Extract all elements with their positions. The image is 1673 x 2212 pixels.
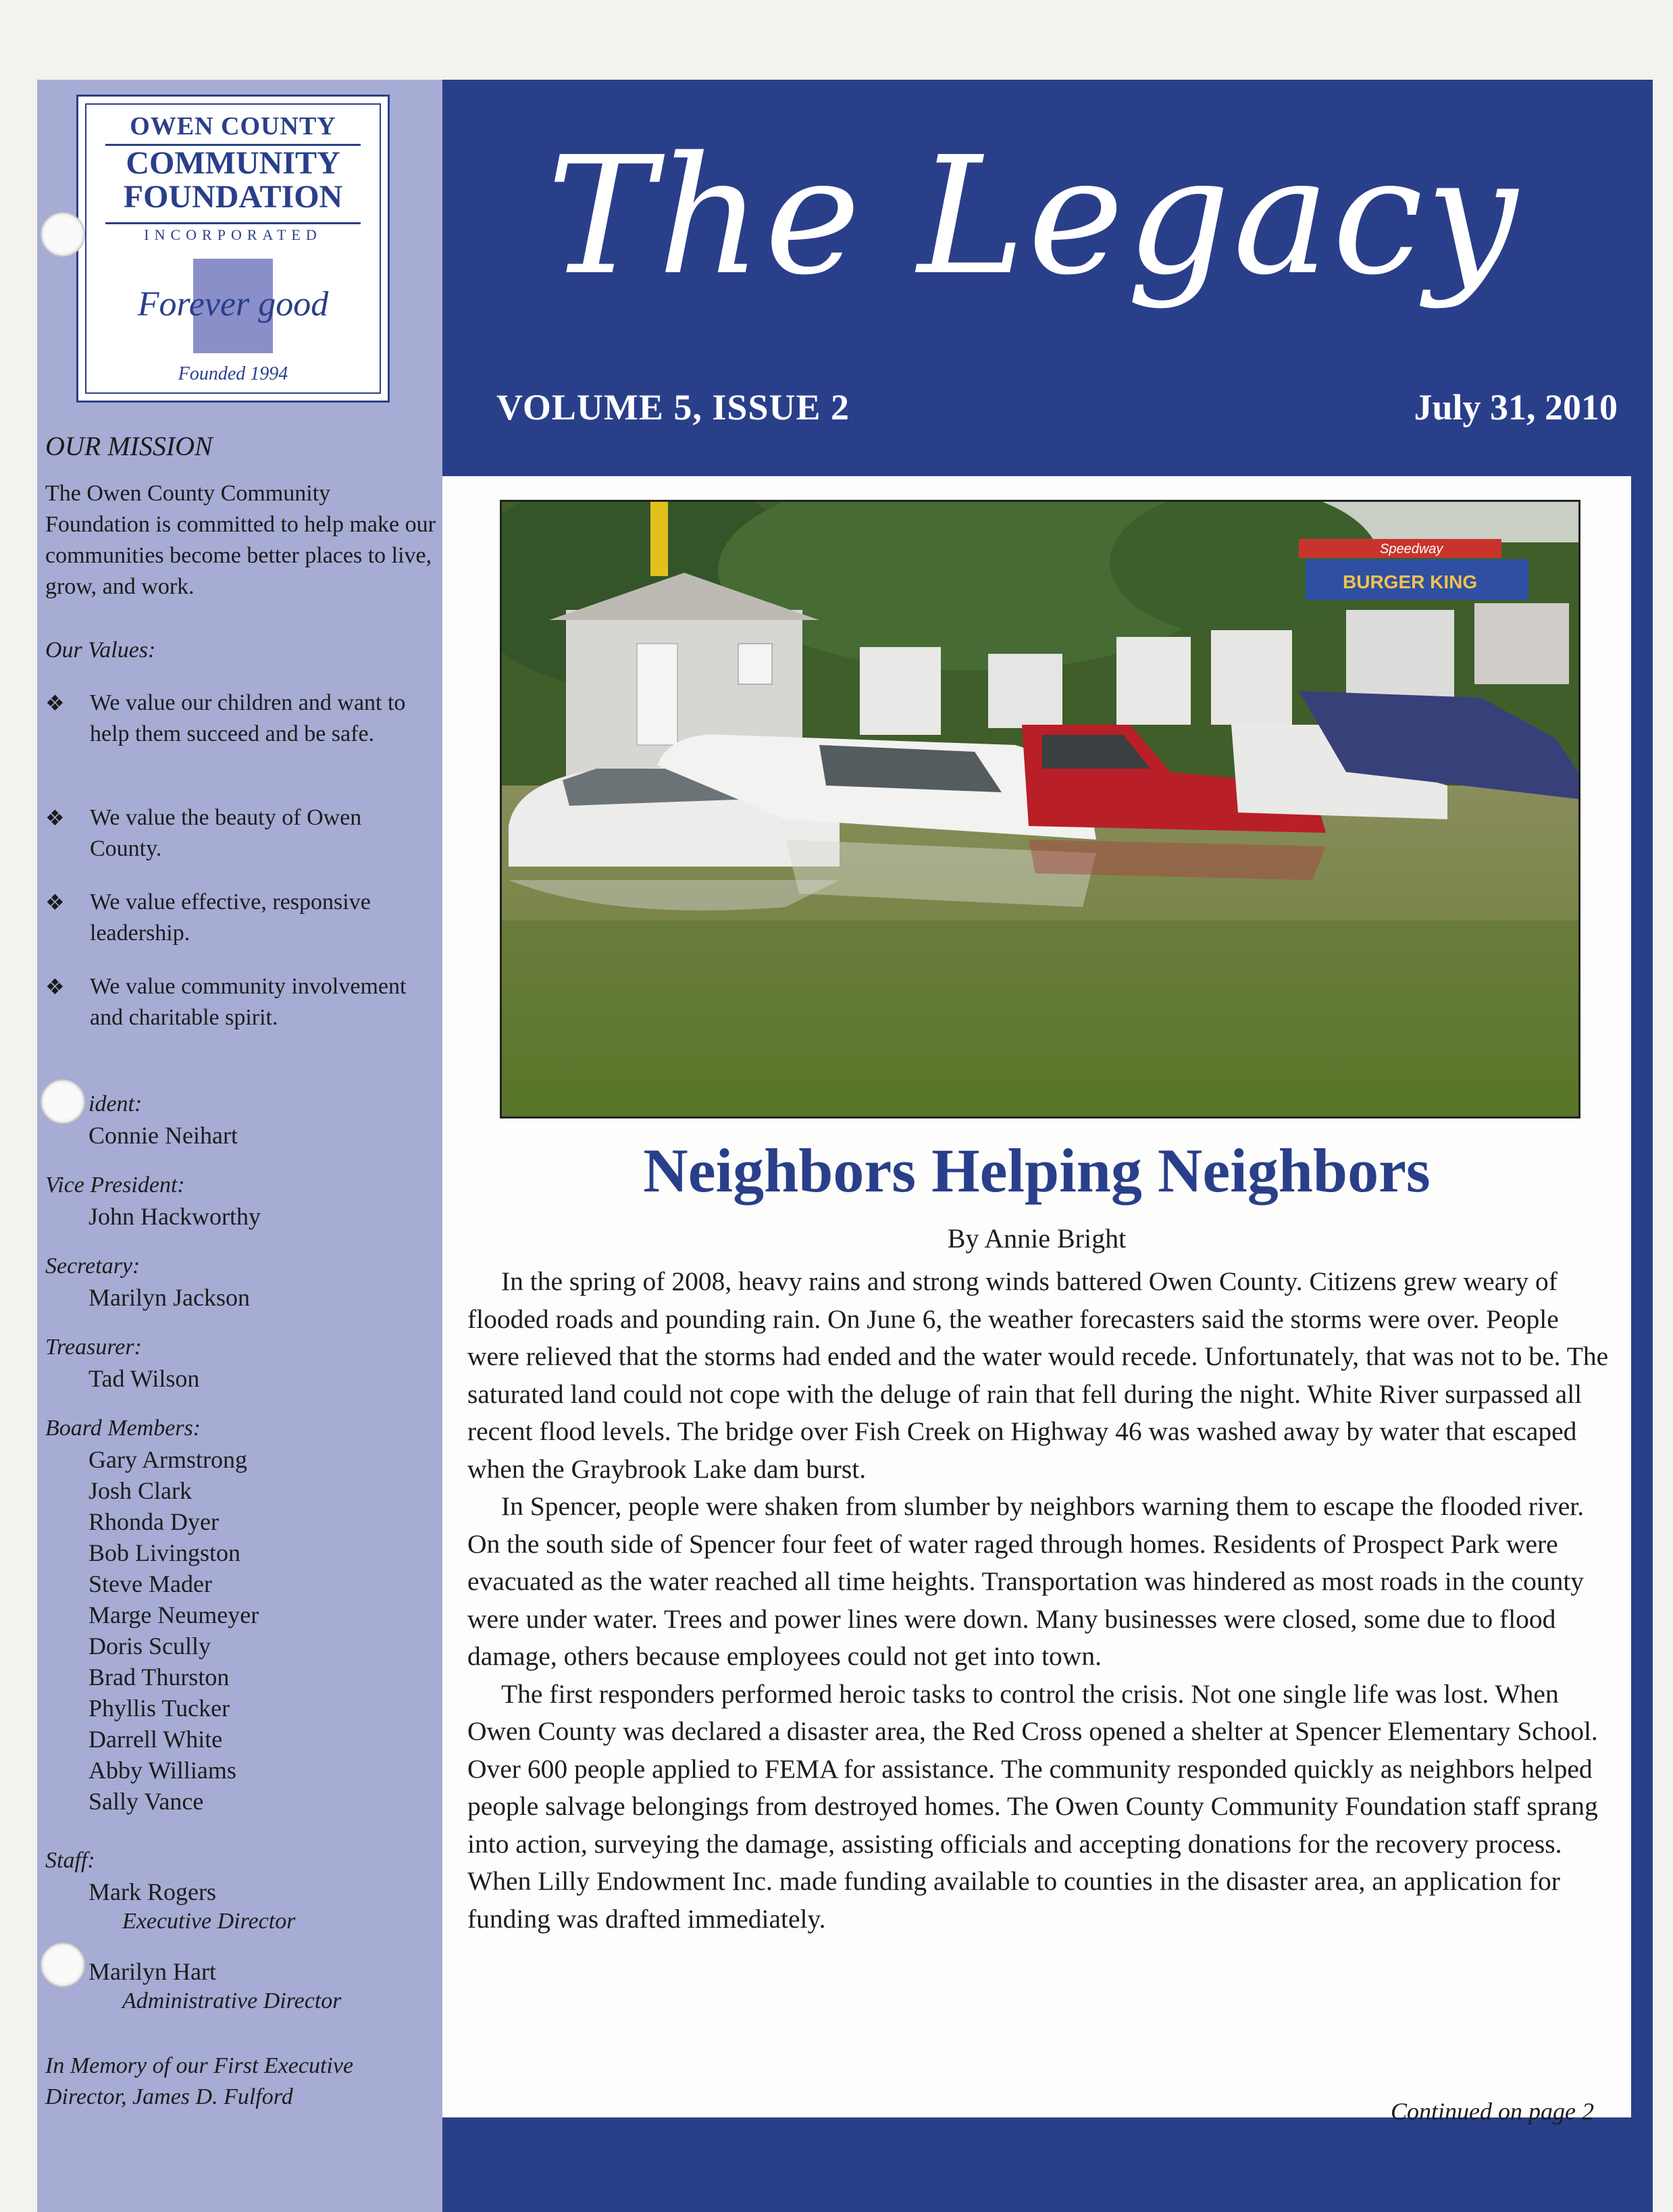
value-item: ❖ We value the beauty of Owen County. [45, 802, 437, 865]
content-panel [442, 476, 1631, 2125]
board-member: Brad Thurston [88, 1664, 230, 1691]
secretary-role: Secretary: [45, 1254, 140, 1279]
article-paragraph: In the spring of 2008, heavy rains and strong winds battered Owen County. Citizens grew weary of flooded roads and pounding rain. On June 6, the weather forecasters said the storms were over. People were relieved that the storms had ended and the water would recede. Unfortunately, that was not to be. The saturated land could not cope with the deluge of rain that fell during the night. White River surpassed all recent flood levels. The bridge over Fish Creek on Highway 46 was washed away by water that escaped when the Graybrook Lake dam burst. [467, 1266, 1609, 1484]
issue-date: July 31, 2010 [1414, 387, 1618, 428]
article-paragraph: In Spencer, people were shaken from slumber by neighbors warning them to escape the flooded river. On the south side of Spencer four feet of water raged through homes. Residents of Prospect Park were evacuated as the water reached all time heights. Transportation was hindered as most roads in the county were under water. Trees and power lines were down. Many businesses were closed, some due to flood damage, others because employees could not get into town. [467, 1491, 1585, 1671]
board-member: Abby Williams [88, 1757, 236, 1784]
board-member: Phyllis Tucker [88, 1695, 230, 1722]
values-heading: Our Values: [45, 638, 156, 663]
value-item: ❖ We value our children and want to help them succeed and be safe. [45, 688, 437, 750]
continued-note: Continued on page 2 [1391, 2098, 1594, 2125]
board-member: Doris Scully [88, 1632, 211, 1660]
staff-name: Mark Rogers [88, 1878, 216, 1905]
sidebar [37, 80, 442, 2212]
logo-county: OWEN COUNTY [130, 112, 336, 140]
board-member: Marge Neumeyer [88, 1601, 259, 1628]
staff-name: Marilyn Hart [88, 1958, 216, 1985]
memoriam-note: In Memory of our First Executive Director, James D. Fulford [45, 2053, 354, 2109]
flood-photo [500, 500, 1580, 1118]
article-paragraph: The first responders performed heroic tasks to control the crisis. Not one single life was lost. When Owen County was declared a disaster area, the Red Cross opened a shelter at Spencer Elementary School. Over 600 people applied to FEMA for assistance. The community responded quickly as neighbors helped people salvage belongings from destroyed homes. The Owen County Community Foundation staff sprang into action, surveying the damage, assisting officials and accepting donations for the recovery process. When Lilly Endowment Inc. made funding available to counties in the disaster area, an application for funding was drafted immediately. [467, 1678, 1598, 1934]
speedway-sign: Speedway [1380, 542, 1443, 557]
mission-heading: OUR MISSION [45, 431, 213, 461]
board-member: Josh Clark [88, 1477, 192, 1504]
value-item: ❖ We value community involvement and charitable spirit. [45, 971, 437, 1033]
diamond-bullet-icon: ❖ [45, 806, 65, 830]
staff-title: Executive Director [122, 1909, 296, 1934]
diamond-bullet-icon: ❖ [45, 890, 65, 915]
logo-incorporated: INCORPORATED [144, 226, 322, 243]
president-role: ident: [88, 1091, 143, 1116]
treasurer-name: Tad Wilson [88, 1365, 200, 1392]
logo-foundation: FOUNDATION [123, 179, 343, 215]
staff-role: Staff: [45, 1848, 95, 1873]
logo-community: COMMUNITY [126, 145, 340, 181]
newsletter-title: The Legacy [546, 122, 1520, 311]
burger-king-sign: BURGER KING [1343, 571, 1478, 592]
article-byline: By Annie Bright [947, 1223, 1127, 1254]
punch-hole [41, 1943, 85, 1987]
article-headline: Neighbors Helping Neighbors [643, 1136, 1431, 1205]
board-member: Darrell White [88, 1726, 223, 1753]
mission-text: The Owen County Community Foundation is committed to help make our communities become better places to live, grow, and work. [45, 481, 436, 599]
vp-role: Vice President: [45, 1173, 185, 1198]
board-role: Board Members: [45, 1416, 201, 1441]
logo-founded: Founded 1994 [178, 363, 288, 384]
staff-title: Administrative Director [122, 1988, 342, 2013]
diamond-bullet-icon: ❖ [45, 691, 65, 715]
treasurer-role: Treasurer: [45, 1335, 142, 1360]
board-member: Rhonda Dyer [88, 1508, 219, 1535]
foundation-logo [76, 95, 390, 403]
secretary-name: Marilyn Jackson [88, 1284, 250, 1311]
punch-hole [41, 212, 85, 257]
article-body [467, 1263, 1609, 1938]
volume-issue: VOLUME 5, ISSUE 2 [496, 387, 850, 428]
vp-name: John Hackworthy [88, 1203, 261, 1230]
logo-tagline: Forever good [137, 285, 329, 324]
board-member: Sally Vance [88, 1788, 204, 1815]
president-name: Connie Neihart [88, 1122, 238, 1149]
punch-hole [41, 1079, 85, 1124]
diamond-bullet-icon: ❖ [45, 975, 65, 999]
board-member: Steve Mader [88, 1570, 212, 1597]
board-member: Bob Livingston [88, 1539, 241, 1566]
board-member: Gary Armstrong [88, 1446, 247, 1473]
value-item: ❖ We value effective, responsive leadership. [45, 887, 437, 949]
